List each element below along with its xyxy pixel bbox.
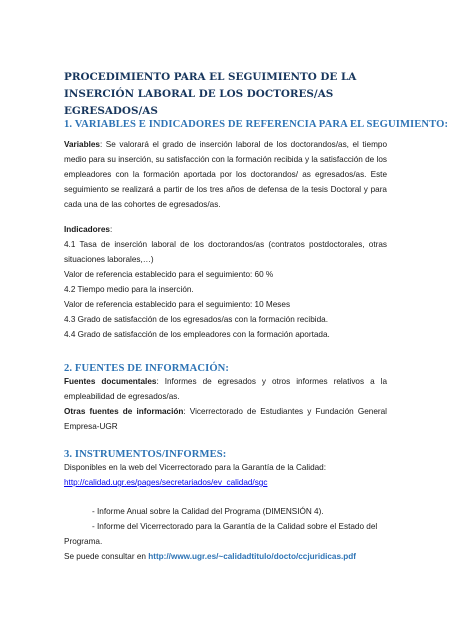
fuentes-paragraph: [64, 374, 387, 404]
bullet-informe-anual: - Informe Anual sobre la Calidad del Programa (DIMENSIÓN 4).: [92, 507, 324, 516]
indicator-4-2: 4.2 Tiempo medio para la inserción.: [64, 285, 194, 294]
indicadores-label: Indicadores: [64, 225, 110, 234]
variables-paragraph: [64, 137, 387, 212]
variables-label: Variables: [64, 140, 100, 149]
fuentes-label: Fuentes documentales: [64, 377, 157, 386]
indicator-4-3: 4.3 Grado de satisfacción de los egresados/as con la formación recibida.: [64, 315, 328, 324]
section-1-heading: 1. VARIABLES E INDICADORES DE REFERENCIA PARA EL SEGUIMIENTO:: [64, 119, 449, 130]
indicator-4-1: 4.1 Tasa de inserción laboral de los doctorandos/as (contratos postdoctorales, otras situaciones laborales,…): [64, 240, 387, 264]
indicator-4-4: 4.4 Grado de satisfacción de los empleadores con la formación aportada.: [64, 330, 330, 339]
section-3-heading: 3. INSTRUMENTOS/INFORMES:: [64, 449, 227, 460]
otras-label: Otras fuentes de información: [64, 407, 184, 416]
indicator-4-1-reference: Valor de referencia establecido para el seguimiento: 60 %: [64, 270, 274, 279]
otras-text: : Vicerrectorado de Estudiantes y Fundación General Empresa-UGR: [64, 407, 387, 431]
section-2-heading: 2. FUENTES DE INFORMACIÓN:: [64, 363, 230, 374]
consult-line: Se puede consultar en http://www.ugr.es/~calidadtitulo/docto/ccjuridicas.pdf: [64, 552, 357, 561]
variables-text: : Se valorará el grado de inserción laboral de los doctorandos/as, el tiempo medio para su inserción, su satisfacción con la formación recibida y la satisfacción de los empleadores con la formación aportada por los doctorandos/ as egresados/as. Este seguimiento se realizará a partir de los tres años de defensa de la tesis Doctoral y para cada una de las cohortes de egresados/as.: [64, 140, 387, 209]
ccjuridicas-link[interactable]: http://www.ugr.es/~calidadtitulo/docto/ccjuridicas.pdf: [148, 552, 357, 561]
indicator-4-2-reference: Valor de referencia establecido para el seguimiento: 10 Meses: [64, 300, 291, 309]
otras-fuentes-paragraph: [64, 404, 387, 434]
fuentes-text: : Informes de egresados y otros informes relativos a la empleabilidad de egresados/as.: [64, 377, 387, 401]
bullet-informe-vicerrectorado: - Informe del Vicerrectorado para la Garantía de la Calidad sobre el Estado del: [92, 522, 378, 531]
indicadores-heading: Indicadores:: [64, 225, 113, 234]
instrumentos-intro: Disponibles en la web del Vicerrectorado para la Garantía de la Calidad:: [64, 463, 327, 472]
document-title: PROCEDIMIENTO PARA EL SEGUIMIENTO DE LA INSERCIÓN LABORAL DE LOS DOCTORES/AS EGRESADOS/AS: [64, 71, 357, 117]
bullet-informe-vicerrectorado-cont: Programa.: [64, 537, 103, 546]
sgc-link[interactable]: http://calidad.ugr.es/pages/secretariados/ev_calidad/sgc: [64, 478, 268, 487]
